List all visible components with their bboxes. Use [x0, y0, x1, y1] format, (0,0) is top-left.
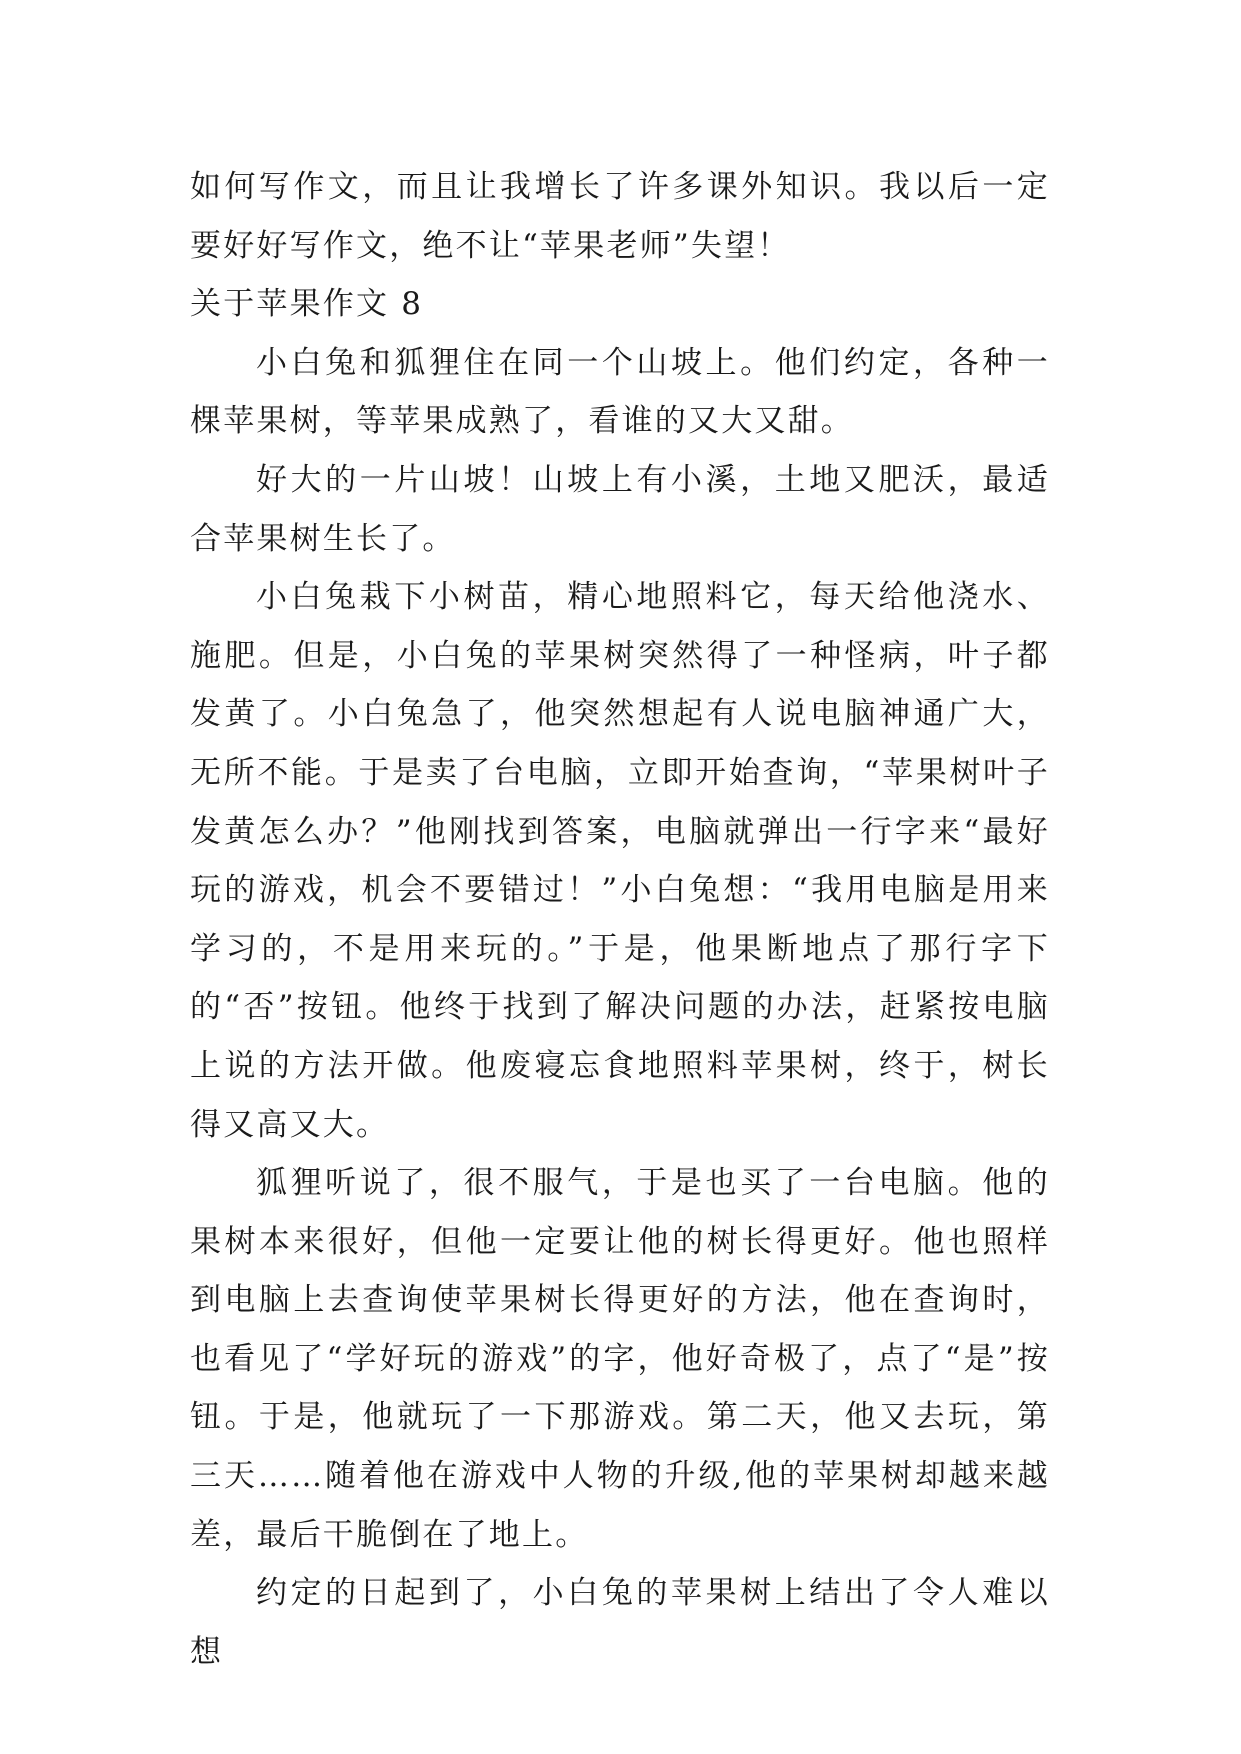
paragraph: 好大的一片山坡！山坡上有小溪，土地又肥沃，最适合苹果树生长了。 — [190, 461, 1050, 557]
paragraph: 小白兔栽下小树苗，精心地照料它，每天给他浇水、施肥。但是，小白兔的苹果树突然得了一种怪病，叶子都发黄了。小白兔急了，他突然想起有人说电脑神通广大，无所不能。于是卖了台电脑，立即开始查询，“苹果树叶子发黄怎么办？”他刚找到答案，电脑就弹出一行字来“最好玩的游戏，机会不要错过！”小白兔想：“我用电脑是用来学习的，不是用来玩的。”于是，他果断地点了那行字下的“否”按钮。他终于找到了解决问题的办法，赶紧按电脑上说的方法开做。他废寝忘食地照料苹果树，终于，树长得又高又大。 — [190, 579, 1050, 1143]
continuation-paragraph: 如何写作文，而且让我增长了许多课外知识。我以后一定要好好写作文，绝不让“苹果老师”失望！ — [190, 169, 1050, 264]
document-body — [190, 158, 1050, 1681]
section-title: 关于苹果作文 8 — [190, 286, 424, 323]
paragraph: 小白兔和狐狸住在同一个山坡上。他们约定，各种一棵苹果树，等苹果成熟了，看谁的又大又甜。 — [190, 344, 1050, 440]
paragraph: 约定的日起到了，小白兔的苹果树上结出了令人难以想 — [190, 1575, 1050, 1670]
paragraph: 狐狸听说了，很不服气，于是也买了一台电脑。他的果树本来很好，但他一定要让他的树长得更好。他也照样到电脑上去查询使苹果树长得更好的方法，他在查询时，也看见了“学好玩的游戏”的字，他好奇极了，点了“是”按钮。于是，他就玩了一下那游戏。第二天，他又去玩，第三天……随着他在游戏中人物的升级,他的苹果树却越来越差，最后干脆倒在了地上。 — [190, 1165, 1050, 1553]
